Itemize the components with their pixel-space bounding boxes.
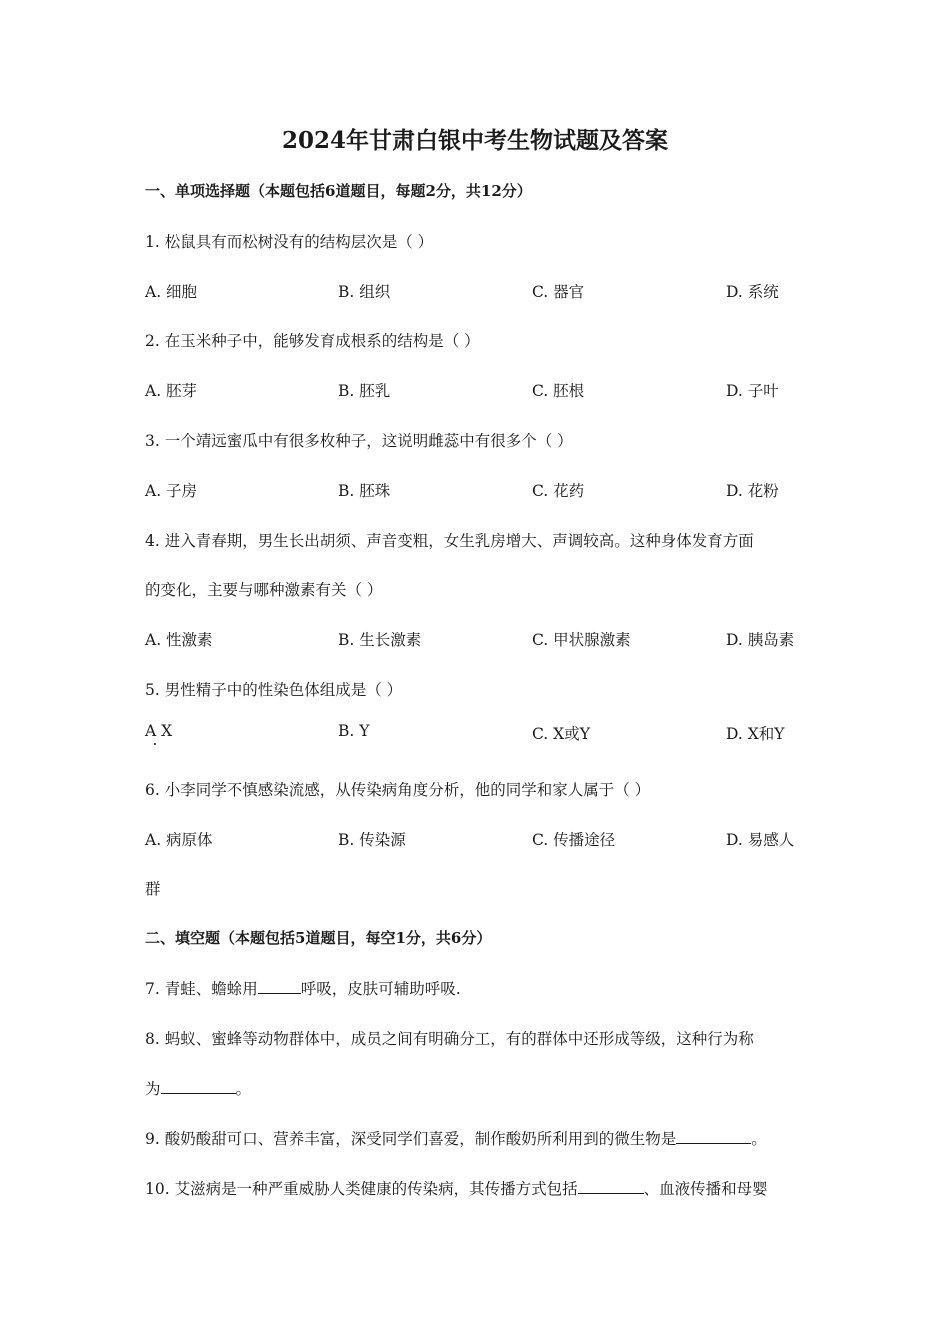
question-6-wrap: 群 <box>145 880 161 898</box>
question-10 <box>145 1177 768 1199</box>
question-2: 2. 在玉米种子中，能够发育成根系的结构是（ ） <box>145 332 480 350</box>
question-4-line-2: 的变化，主要与哪种激素有关（ ） <box>145 581 383 599</box>
option-b: B. 生长激素 <box>338 631 422 649</box>
option-b: B. 胚乳 <box>338 382 391 400</box>
option-a: A. 胚芽 <box>145 382 198 400</box>
question-9-before: 9. 酸奶酸甜可口、营养丰富，深受同学们喜爱，制作酸奶所利用到的微生物是 <box>145 1130 677 1148</box>
answer-blank[interactable] <box>578 1179 644 1194</box>
option-d: D. 花粉 <box>726 482 779 500</box>
option-a: A. 病原体 <box>145 831 213 849</box>
option-d: D. 子叶 <box>726 382 779 400</box>
answer-blank[interactable] <box>676 1129 751 1144</box>
option-c: C. 胚根 <box>532 382 585 400</box>
option-d: D. 系统 <box>726 283 779 301</box>
option-c: C. 传播途径 <box>532 831 616 849</box>
option-d: D. 易感人 <box>726 831 795 849</box>
question-6-options <box>145 828 825 850</box>
question-8-line-1: 8. 蚂蚁、蜜蜂等动物群体中，成员之间有明确分工，有的群体中还形成等级，这种行为称 <box>145 1030 754 1048</box>
option-a: A. 性激素 <box>145 631 213 649</box>
answer-blank[interactable] <box>161 1079 236 1094</box>
question-7-after: 呼吸，皮肤可辅助呼吸. <box>300 980 461 998</box>
question-10-before: 10. 艾滋病是一种严重威胁人类健康的传染病，其传播方式包括 <box>145 1180 578 1198</box>
question-8-after: 。 <box>235 1080 252 1098</box>
question-10-after: 、血液传播和母婴 <box>643 1180 768 1198</box>
question-7 <box>145 977 461 999</box>
option-a: A X <box>145 722 173 740</box>
question-3-options <box>145 479 825 501</box>
question-1-options <box>145 280 825 302</box>
option-a: A. 细胞 <box>145 283 198 301</box>
question-3: 3. 一个靖远蜜瓜中有很多枚种子，这说明雌蕊中有很多个（ ） <box>145 432 573 450</box>
stray-dot <box>154 743 156 745</box>
question-2-options <box>145 379 825 401</box>
section-heading-choice: 一、单项选择题（本题包括6道题目，每题2分，共12分） <box>145 182 532 200</box>
option-d: D. 胰岛素 <box>726 631 795 649</box>
section-heading-fill: 二、填空题（本题包括5道题目，每空1分，共6分） <box>145 929 492 947</box>
option-b: B. Y <box>338 722 370 740</box>
option-d: D. X和Y <box>726 725 785 743</box>
question-6: 6. 小李同学不慎感染流感，从传染病角度分析，他的同学和家人属于（ ） <box>145 781 651 799</box>
answer-blank[interactable] <box>258 979 301 994</box>
option-c: C. 甲状腺激素 <box>532 631 631 649</box>
question-9-after: 。 <box>751 1130 767 1148</box>
question-8-line-2 <box>145 1077 251 1099</box>
option-b: B. 胚珠 <box>338 482 391 500</box>
question-4-line-1: 4. 进入青春期，男生长出胡须、声音变粗，女生乳房增大、声调较高。这种身体发育方面 <box>145 532 754 550</box>
question-7-before: 7. 青蛙、蟾蜍用 <box>145 980 258 998</box>
question-8-before: 为 <box>145 1080 161 1098</box>
option-b: B. 组织 <box>338 283 391 301</box>
question-5-options <box>145 722 825 744</box>
option-c: C. 花药 <box>532 482 585 500</box>
option-c: C. 器官 <box>532 283 585 301</box>
question-9 <box>145 1127 767 1149</box>
page-title: 2024年甘肃白银中考生物试题及答案 <box>281 127 668 154</box>
question-4-options <box>145 628 825 650</box>
question-5: 5. 男性精子中的性染色体组成是（ ） <box>145 681 403 699</box>
option-b: B. 传染源 <box>338 831 406 849</box>
option-a: A. 子房 <box>145 482 198 500</box>
option-c: C. X或Y <box>532 725 590 743</box>
question-1: 1. 松鼠具有而松树没有的结构层次是（ ） <box>145 233 434 251</box>
